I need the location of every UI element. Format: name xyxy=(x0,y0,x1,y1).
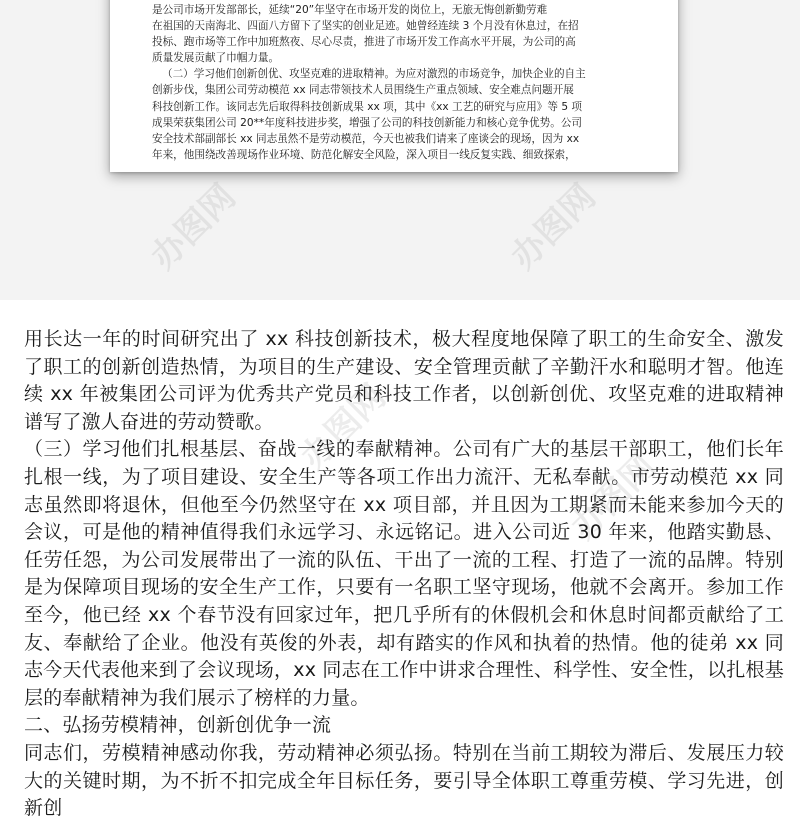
watermark: 办图网 xyxy=(143,176,244,278)
preview-line: 科技创新工作。该同志先后取得科技创新成果 xx 项，其中《xx 工艺的研究与应用》等 5 项 xyxy=(152,100,583,113)
preview-line: 在祖国的天南海北、四面八方留下了坚实的创业足迹。她曾经连续 3 个月没有休息过，在招 xyxy=(152,20,579,33)
preview-line: 成果荣获集团公司 20**年度科技进步奖，增强了公司的科技创新能力和核心竞争优势。公司 xyxy=(152,116,583,129)
body-paragraph: 用长达一年的时间研究出了 xx 科技创新技术，极大程度地保障了职工的生命安全、激发了职工的创新创造热情，为项目的生产建设、安全管理贡献了辛勤汗水和聪明才智。他连续 xx 年被集团公司评为优秀共产党员和科技工作者，以创新创优、攻坚克难的进取精神谱写了激人奋进的劳动赞歌。 xyxy=(24,328,784,433)
preview-line: 投标、跑市场等工作中加班熬夜、尽心尽责，推进了市场开发工作高水平开展，为公司的高 xyxy=(152,36,576,49)
watermark: 办图网 xyxy=(563,446,664,548)
document-body xyxy=(24,326,784,823)
section-heading: 二、弘扬劳模精神，创新创优争一流 xyxy=(24,714,332,737)
preview-line: 安全技术部副部长 xx 同志虽然不是劳动模范，今天也被我们请来了座谈会的现场，因为 xx xyxy=(152,132,580,145)
document-preview-page xyxy=(110,0,678,172)
preview-line: 年来，他围绕改善现场作业环境、防范化解安全风险，深入项目一线反复实践、细致探索， xyxy=(152,148,576,161)
preview-band xyxy=(0,0,800,300)
preview-line: 是公司市场开发部部长，延续“20”年坚守在市场开发的岗位上，无旅无悔创新勤劳难 xyxy=(152,4,548,16)
preview-line: 创新步伐，集团公司劳动模范 xx 同志带领技术人员围绕生产重点领域、安全难点问题开展 xyxy=(152,84,574,97)
watermark: 办图网 xyxy=(293,376,394,478)
body-paragraph: （三）学习他们扎根基层、奋战一线的奉献精神。公司有广大的基层干部职工，他们长年扎根一线，为了项目建设、安全生产等各项工作出力流汗、无私奉献。市劳动模范 xx 同志虽然即将退休，但他至今仍然坚守在 xx 项目部，并且因为工期紧而未能来参加今天的会议，可是他的精神值得我们永远学习、永远铭记。进入公司近 30 年来，他踏实勤恳、任劳任怨，为公司发展带出了一流的队伍、干出了一流的工程、打造了一流的品牌。特别是为保障项目现场的安全生产工作，只要有一名职工坚守现场，他就不会离开。参加工作至今，他已经 xx 个春节没有回家过年，把几乎所有的休假机会和休息时间都贡献给了工友、奉献给了企业。他没有英俊的外表，却有踏实的作风和执着的热情。他的徒弟 xx 同志今天代表他来到了会议现场，xx 同志在工作中讲求合理性、科学性、安全性，以扎根基层的奉献精神为我们展示了榜样的力量。 xyxy=(24,438,784,709)
watermark: 办图网 xyxy=(503,176,604,278)
preview-line: （二）学习他们创新创优、攻坚克难的进取精神。为应对激烈的市场竞争，加快企业的自主 xyxy=(162,68,586,81)
preview-line: 质量发展贡献了巾帼力量。 xyxy=(152,52,280,65)
body-paragraph: 同志们，劳模精神感动你我，劳动精神必须弘扬。特别在当前工期较为滞后、发展压力较大的关键时期，为不折不扣完成全年目标任务，要引导全体职工尊重劳模、学习先进，创新创 xyxy=(24,741,784,820)
